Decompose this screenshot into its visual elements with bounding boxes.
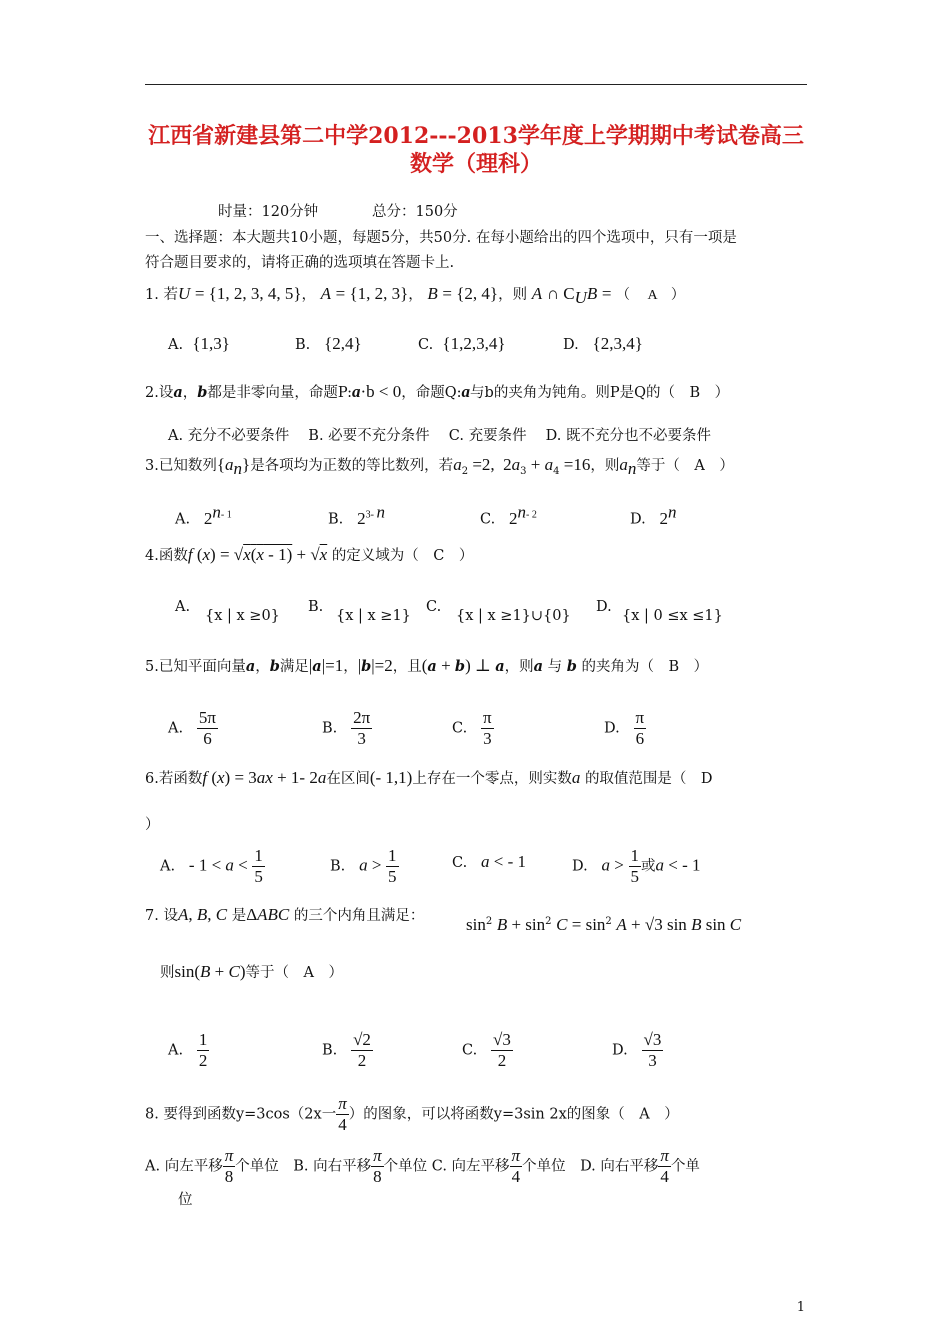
q7-option-c: C. $\frac{√3}{2}$: [462, 1030, 511, 1070]
q1-option-d: D. {2,3,4}: [563, 334, 643, 353]
q4-option-d: D.: [596, 599, 612, 615]
question-3: 3.已知数列$\{a_n\}$是各项均为正数的等比数列，若$a_2 =2$, $2a_3 + a_4 =16$，则$a_n$等于（ A ）: [145, 455, 734, 478]
q5-option-d: D. $\frac{\pi}{6}$: [604, 708, 645, 748]
q6-option-c: C. a < - 1: [452, 852, 527, 871]
q2-options: A. 充分不必要条件 B. 必要不充分条件 C. 充要条件 D. 既不充分也不必要条件: [168, 428, 712, 444]
q6-option-a: A. - 1 < a < $\frac{1}{5}$: [160, 846, 263, 886]
q8-options: A. 向左平移 $\frac{\pi}{8}$ 个单位 B. 向右平移 $\frac{\pi}{8}$ 个单位 C. 向左平移 $\frac{\pi}{4}$ 个单位 D. 向右平移 $\frac{\pi}{4}$ 个单: [145, 1146, 700, 1186]
question-1: 1. 若U = {1, 2, 3, 4, 5}， A = {1, 2, 3}， B = {2, 4}，则 A ∩ $C_UB$ = （ A ）: [145, 284, 685, 307]
q4-option-a: A.: [175, 599, 191, 615]
question-6-close: ）: [145, 817, 160, 833]
q6-option-d: D. a > $\frac{1}{5}$ 或a < - 1: [572, 846, 701, 886]
question-8: 8. 要得到函数y=3cos（2x一 $\frac{\pi}{4}$ ）的图象，可以将函数y=3sin 2x的图象（ A ）: [145, 1094, 679, 1134]
section-instructions-1: 一、选择题：本大题共10小题，每题5分，共50分. 在每小题给出的四个选项中，只有一项是: [145, 230, 737, 246]
question-1-answer: （ A ）: [616, 288, 685, 303]
exam-time: 时量：120分钟: [218, 204, 319, 220]
question-2: 2.设a，b都是非零向量，命题P:a·b < 0，命题Q:a与b的夹角为钝角。则P是Q的（ B ）: [145, 382, 730, 401]
question-6: 6.若函数f (x) = 3ax + 1- 2a在区间(- 1,1)上存在一个零点，则实数a 的取值范围是（ D: [145, 768, 713, 787]
q6-option-b: B. a > $\frac{1}{5}$: [330, 846, 397, 886]
section-instructions-2: 符合题目要求的，请将正确的选项填在答题卡上.: [145, 255, 455, 271]
q3-option-b: B. $2^{3-}$ $^n$: [328, 502, 385, 528]
q3-option-c: C. 2$^{n- 2}$: [480, 502, 537, 528]
exam-score: 总分：150分: [372, 204, 458, 220]
q1-option-a: A. {1,3}: [168, 334, 230, 353]
question-7-equation: $\sin^2 B + \sin^2 C = \sin^2 A + √3$ sin B sin C: [466, 914, 742, 934]
q7-option-d: D. $\frac{√3}{3}$: [612, 1030, 662, 1070]
header-rule: [145, 84, 807, 85]
q5-option-a: A. $\frac{5\pi}{6}$: [168, 708, 217, 748]
q3-option-a: A. 2$^{n- 1}$: [175, 502, 232, 528]
q5-option-b: B. $\frac{2\pi}{3}$: [322, 708, 371, 748]
question-7-part2: 则sin(B + C)等于（ A ）: [160, 962, 343, 981]
q1-option-c: C. {1,2,3,4}: [418, 334, 506, 353]
q4-option-c-value: {x | x ≥1}∪{0}: [456, 608, 571, 624]
question-5: 5.已知平面向量a，b满足|a|=1，|b|=2，且(a + b) ⊥ a，则a 与 b 的夹角为（ B ）: [145, 656, 709, 675]
q4-option-a-value: {x | x ≥0}: [205, 608, 280, 624]
page-number: 1: [796, 1300, 805, 1315]
exam-title: 江西省新建县第二中学2012---2013学年度上学期期中考试卷高三: [148, 123, 804, 149]
question-4: 4.函数f (x) = √x(x - 1) + √x 的定义域为（ C ）: [145, 545, 474, 564]
q4-option-c: C.: [426, 599, 442, 615]
q4-option-d-value: {x | 0 ≤x ≤1}: [622, 608, 723, 624]
question-7: 7. 设A, B, C 是ΔABC 的三个内角且满足：: [145, 905, 425, 924]
q1-option-b: B. {2,4}: [295, 334, 362, 353]
q3-option-d: D. 2$^n$: [630, 502, 677, 528]
q4-option-b-value: {x | x ≥1}: [336, 608, 411, 624]
q7-option-a: A. $\frac{1}{2}$: [168, 1030, 208, 1070]
q5-option-c: C. $\frac{\pi}{3}$: [452, 708, 492, 748]
q4-option-b: B.: [308, 599, 324, 615]
exam-subtitle: 数学（理科）: [409, 151, 542, 177]
q8-options-wrap: 位: [178, 1192, 193, 1208]
q7-option-b: B. $\frac{√2}{2}$: [322, 1030, 371, 1070]
